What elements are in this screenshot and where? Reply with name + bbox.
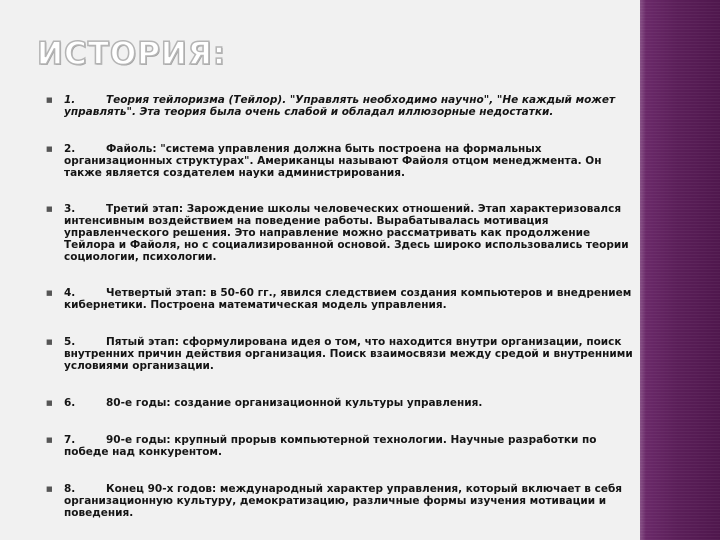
list-item: [46, 483, 638, 519]
slide-title: ИСТОРИЯ:: [37, 36, 227, 72]
list-item: [46, 143, 638, 179]
bullet-icon: ■: [46, 96, 53, 104]
item-text: Конец 90-х годов: международный характер управления, который включает в себя организационную культуру, демократизацию, различные формы изучения мотивации и поведения.: [64, 483, 623, 519]
item-text: Пятый этап: сформулирована идея о том, что находится внутри организации, поиск внутренних причин действия организация. Поиск взаимосвязи между средой и внутренними условиями организации.: [64, 336, 633, 372]
list-item: [46, 94, 638, 118]
item-text: Четвертый этап: в 50-60 гг., явился следствием создания компьютеров и внедрением кибернетики. Построена математическая модель управления.: [64, 287, 632, 311]
item-number: 7.: [64, 434, 76, 446]
item-number: 3.: [64, 203, 76, 215]
bullet-icon: ■: [46, 338, 53, 346]
item-number: 1.: [64, 94, 76, 106]
bullet-icon: ■: [46, 145, 53, 153]
list-item: [46, 203, 638, 263]
item-number: 2.: [64, 143, 76, 155]
bullet-icon: ■: [46, 399, 53, 407]
side-decoration-band: [640, 0, 720, 540]
bullet-icon: ■: [46, 289, 53, 297]
item-number: 8.: [64, 483, 76, 495]
bullet-icon: ■: [46, 436, 53, 444]
item-text: Теория тейлоризма (Тейлор). "Управлять необходимо научно", "Не каждый может управлять". Эта теория была очень слабой и обладал иллюзорные недостатки.: [64, 94, 616, 118]
list-item: [46, 336, 638, 372]
item-text: Третий этап: Зарождение школы человеческих отношений. Этап характеризовался интенсивным воздействием на поведение работы. Вырабатывалась мотивация управленческого решения. Это направление можно рассматривать как продолжение Тейлора и Файоля, но с социализированной основой. Здесь широко использовались теории социологии, психологии.: [64, 203, 629, 263]
bullet-icon: ■: [46, 485, 53, 493]
item-text: 90-е годы: крупный прорыв компьютерной технологии. Научные разработки по победе над конкурентом.: [64, 434, 597, 458]
item-number: 5.: [64, 336, 76, 348]
history-list: [46, 94, 638, 519]
item-number: 4.: [64, 287, 76, 299]
list-item: [46, 397, 638, 409]
list-item: [46, 287, 638, 311]
item-text: Файоль: "система управления должна быть построена на формальных организационных структурах". Американцы называют Файоля отцом менеджмента. Он также является создателем науки администрирования.: [64, 143, 602, 179]
bullet-icon: ■: [46, 205, 53, 213]
list-item: [46, 434, 638, 458]
item-number: 6.: [64, 397, 76, 409]
item-text: 80-е годы: создание организационной культуры управления.: [106, 397, 483, 409]
